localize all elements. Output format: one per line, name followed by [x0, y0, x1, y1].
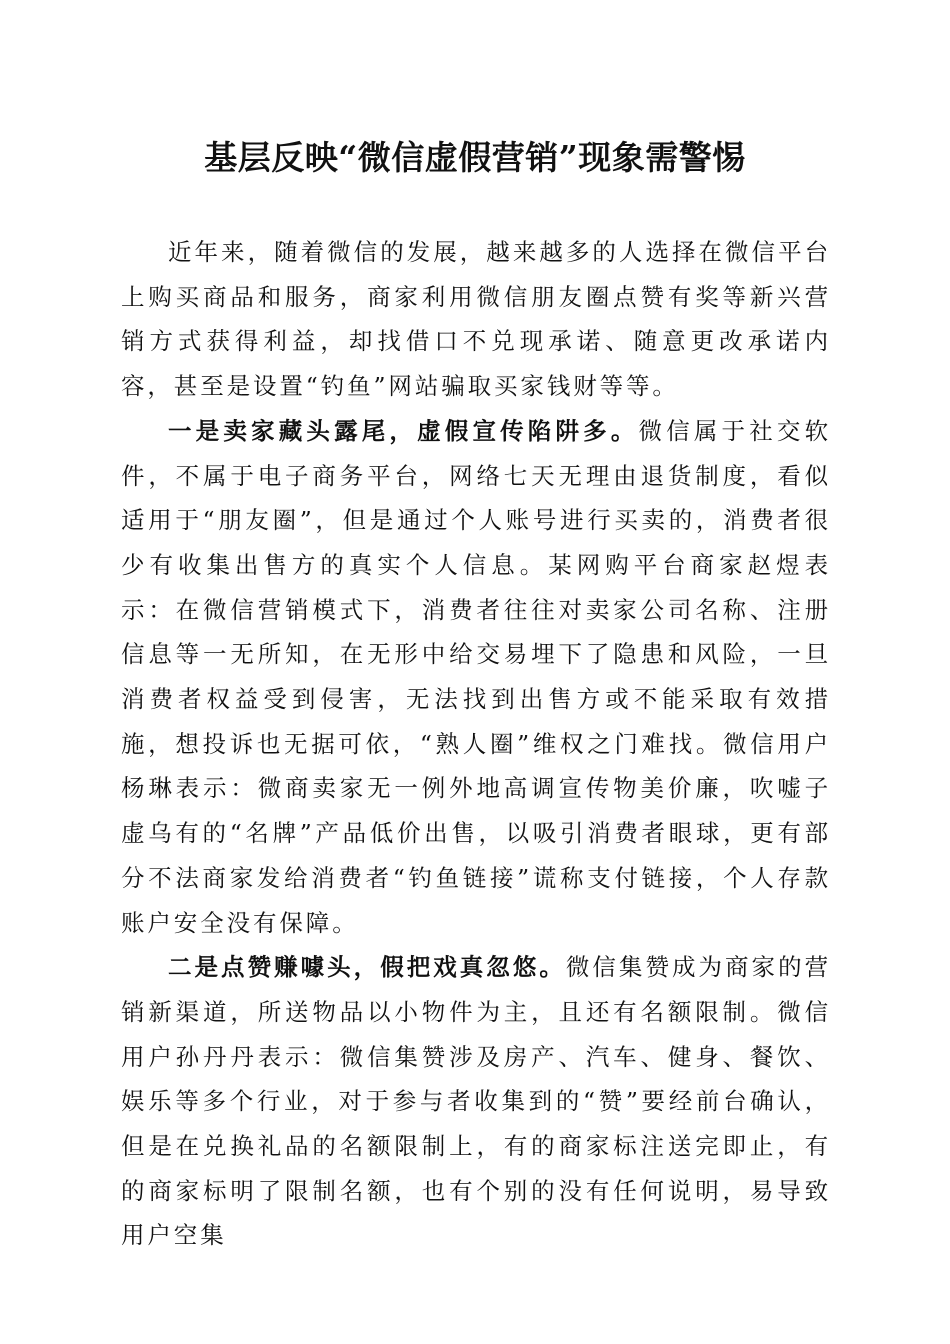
- document-body: [121, 230, 831, 1258]
- paragraph-text: 近年来，随着微信的发展，越来越多的人选择在微信平台上购买商品和服务，商家利用微信朋友圈点赞有奖等新兴营销方式获得利益，却找借口不兑现承诺、随意更改承诺内容，甚至是设置“钓鱼”网站骗取买家钱财等等。: [121, 238, 831, 401]
- paragraph-text: 微信集赞成为商家的营销新渠道，所送物品以小物件为主，且还有名额限制。微信用户孙丹丹表示：微信集赞涉及房产、汽车、健身、餐饮、娱乐等多个行业，对于参与者收集到的“赞”要经前台确认，但是在兑换礼品的名额限制上，有的商家标注送完即止，有的商家标明了限制名额，也有个别的没有任何说明，易导致用户空集: [121, 953, 831, 1250]
- paragraph-point-one: [121, 409, 831, 945]
- paragraph-point-two: [121, 945, 831, 1258]
- paragraph-lead: 二是点赞赚噱头，假把戏真忽悠。: [168, 953, 566, 982]
- paragraph-text: 微信属于社交软件，不属于电子商务平台，网络七天无理由退货制度，看似适用于“朋友圈”，但是通过个人账号进行买卖的，消费者很少有收集出售方的真实个人信息。某网购平台商家赵煜表示：在微信营销模式下，消费者往往对卖家公司名称、注册信息等一无所知，在无形中给交易埋下了隐患和风险，一旦消费者权益受到侵害，无法找到出售方或不能采取有效措施，想投诉也无据可依，“熟人圈”维权之门难找。微信用户杨琳表示：微商卖家无一例外地高调宣传物美价廉，吹嘘子虚乌有的“名牌”产品低价出售，以吸引消费者眼球，更有部分不法商家发给消费者“钓鱼链接”谎称支付链接，个人存款账户安全没有保障。: [121, 416, 831, 937]
- paragraph-intro: [121, 230, 831, 409]
- paragraph-lead: 一是卖家藏头露尾，虚假宣传陷阱多。: [168, 416, 639, 445]
- document-title: 基层反映“微信虚假营销”现象需警惕: [204, 138, 746, 177]
